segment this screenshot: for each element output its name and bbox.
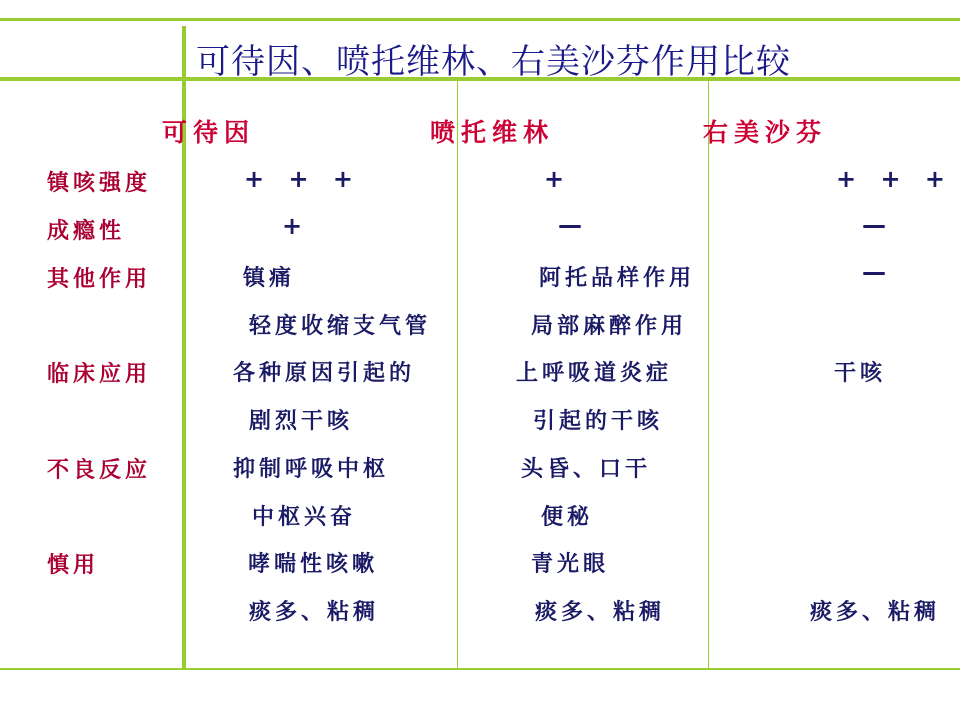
cell-caution-pentoxyverine-1: 青光眼: [531, 552, 610, 577]
column-divider-2: [708, 81, 709, 670]
row-label-caution: 慎用: [47, 553, 100, 578]
bottom-rule: [0, 668, 960, 670]
cell-adverse-codeine-1: 抑制呼吸中枢: [233, 457, 390, 482]
header-codeine: 可待因: [162, 118, 256, 147]
cell-caution-dextromethorphan: 痰多、粘稠: [810, 600, 941, 625]
cell-adverse-pentoxyverine-1: 头昏、口干: [521, 457, 652, 482]
cell-caution-codeine-1: 哮喘性咳嗽: [248, 552, 379, 577]
cell-clinical-pentoxyverine-1: 上呼吸道炎症: [516, 361, 673, 386]
row-label-strength: 镇咳强度: [47, 171, 152, 196]
row-label-clinical-use: 临床应用: [47, 362, 152, 387]
cell-clinical-dextromethorphan: 干咳: [834, 361, 887, 386]
row-label-addiction: 成瘾性: [47, 219, 126, 244]
cell-addiction-dextromethorphan: —: [862, 211, 894, 239]
column-divider-1: [457, 81, 458, 670]
header-dextromethorphan: 右美沙芬: [703, 118, 828, 147]
cell-adverse-pentoxyverine-2: 便秘: [541, 505, 594, 530]
cell-other-pentoxyverine-2: 局部麻醉作用: [531, 314, 688, 339]
cell-caution-codeine-2: 痰多、粘稠: [249, 600, 380, 625]
cell-caution-pentoxyverine-2: 痰多、粘稠: [535, 600, 666, 625]
cell-addiction-codeine: +: [282, 212, 311, 240]
cell-clinical-codeine-2: 剧烈干咳: [249, 409, 354, 434]
top-rule: [0, 18, 960, 21]
row-label-other-effects: 其他作用: [47, 267, 152, 292]
cell-other-dextromethorphan: —: [862, 258, 894, 286]
cell-other-codeine-2: 轻度收缩支气管: [249, 314, 432, 339]
cell-adverse-codeine-2: 中枢兴奋: [252, 505, 357, 530]
cell-addiction-pentoxyverine: —: [558, 211, 590, 239]
cell-strength-dextromethorphan: + + +: [836, 165, 954, 193]
cell-clinical-pentoxyverine-2: 引起的干咳: [533, 409, 664, 434]
row-label-adverse-reactions: 不良反应: [47, 458, 152, 483]
cell-strength-pentoxyverine: +: [544, 165, 573, 193]
header-pentoxyverine: 喷托维林: [430, 118, 555, 147]
page-title: 可待因、喷托维林、右美沙芬作用比较: [196, 42, 791, 82]
cell-other-codeine-1: 镇痛: [243, 266, 296, 291]
cell-strength-codeine: + + +: [244, 165, 362, 193]
cell-other-pentoxyverine-1: 阿托品样作用: [539, 266, 696, 291]
cell-clinical-codeine-1: 各种原因引起的: [233, 361, 416, 386]
